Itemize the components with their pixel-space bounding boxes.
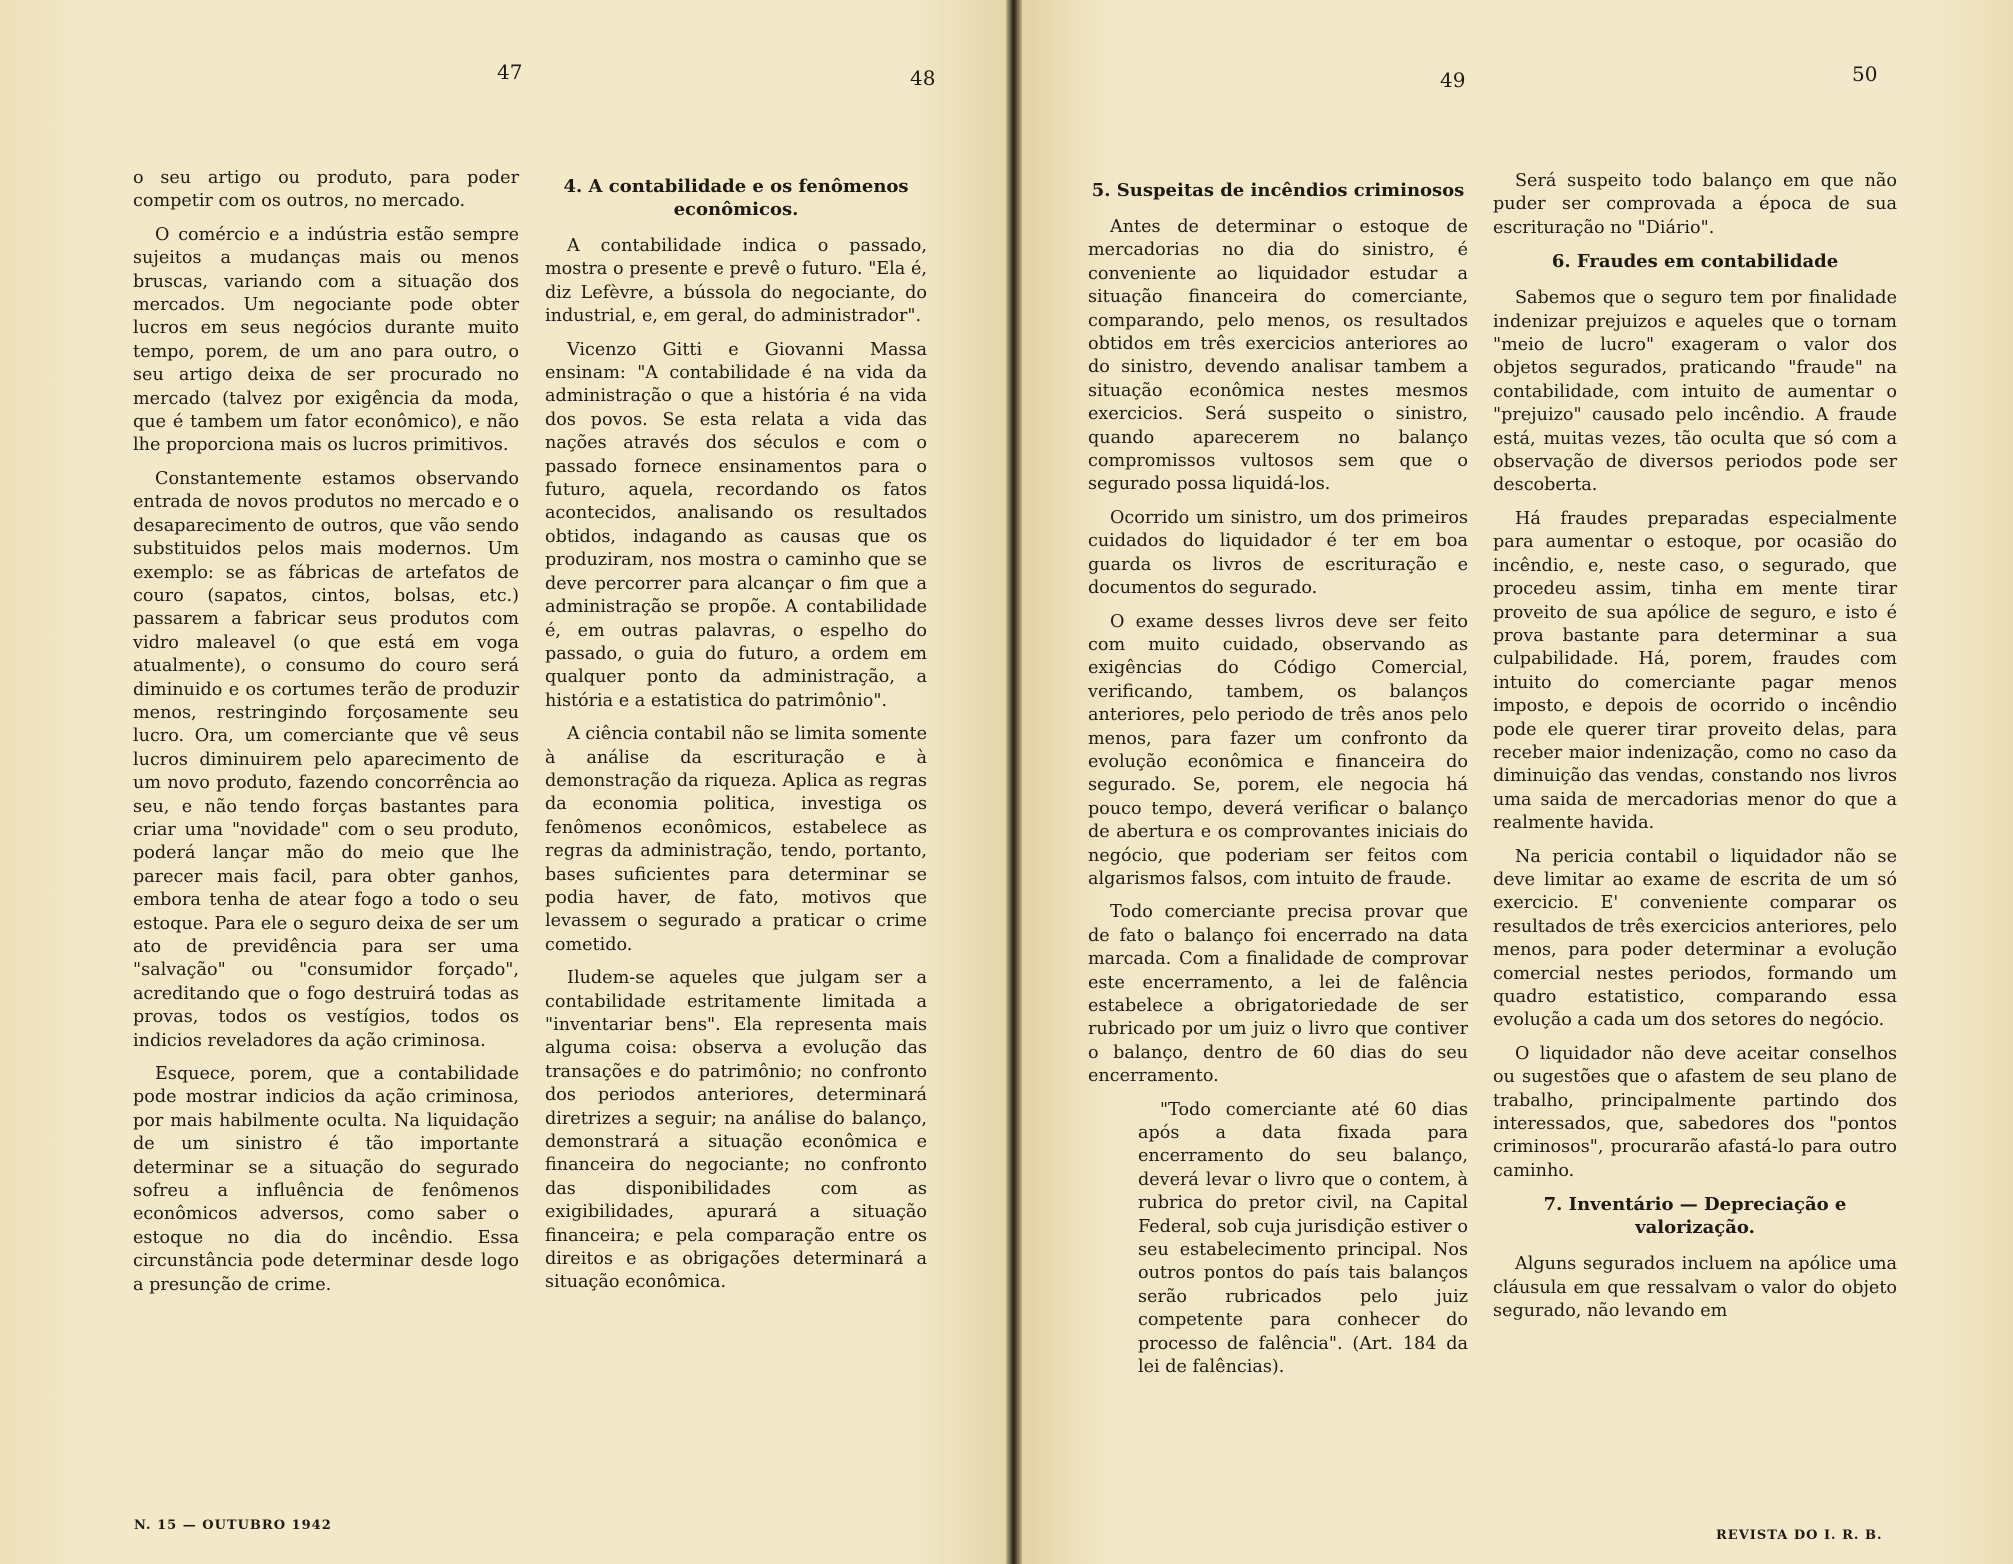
page-number-47: 47: [497, 60, 523, 84]
page-number-48: 48: [910, 66, 936, 90]
paragraph: Alguns segurados incluem na apólice uma cláusula em que ressalvam o valor do objeto segurado, não levando em: [1493, 1254, 1897, 1322]
section-heading-4: 4. A contabilidade e os fenômenos econômicos.: [563, 176, 909, 220]
column-page-49: [1088, 175, 1468, 1390]
page-number-50: 50: [1852, 62, 1878, 86]
paragraph: Há fraudes preparadas especialmente para aumentar o estoque, por ocasião do incêndio, e, neste caso, o segurado, que procedeu assim, tinha em mente tirar proveito de sua apólice de seguro, e isto é prova bastante para determinar a sua culpabilidade. Há, porem, fraudes com intuito do comerciante pagar menos imposto, e depois de ocorrido o incêndio pode ele querer tirar proveito delas, para receber maior indenização, como no caso da diminuição das vendas, constando nos livros uma saida de mercadorias menor do que a realmente havida.: [1493, 508, 1897, 834]
paragraph: O comércio e a indústria estão sempre sujeitos a mudanças mais ou menos bruscas, variando com a situação dos mercados. Um negociante pode obter lucros em seus negócios durante muito tempo, porem, de um ano para outro, o seu artigo deixa de ser procurado no mercado (talvez por exigência da moda, que é tambem um fator econômico), e não lhe proporciona mais os lucros primitivos.: [133, 224, 519, 456]
column-page-48: [545, 171, 927, 1305]
column-page-47: [133, 167, 519, 1307]
paragraph: Antes de determinar o estoque de mercadorias no dia do sinistro, é conveniente ao liquidador estudar a situação financeira do comerciante, comparando, pelo menos, os resultados obtidos em três exercicios anteriores ao do sinistro, devendo analisar tambem a situação econômica nestes mesmos exercicios. Será suspeito o sinistro, quando aparecerem no balanço compromissos vultosos sem que o segurado possa liquidá-los.: [1088, 217, 1468, 495]
section-heading-5: 5. Suspeitas de incêndios criminosos: [1091, 180, 1465, 201]
paragraph: Constantemente estamos observando entrada de novos produtos no mercado e o desaparecimento de outros, que vão sendo substituidos pelos mais modernos. Um exemplo: se as fábricas de artefatos de couro (sapatos, cintos, bolsas, etc.) passarem a fabricar seus produtos com vidro maleavel (o que está em voga atualmente), o consumo do couro será diminuido e os cortumes terão de produzir menos, restringindo forçosamente seu lucro. Ora, um comerciante que vê seus lucros diminuirem pelo aparecimento de um novo produto, fazendo concorrência ao seu, e não tendo forças bastantes para criar uma "novidade" com o seu produto, poderá lançar mão do meio que lhe parecer mais facil, para obter ganhos, embora tenha de atear fogo a todo o seu estoque. Para ele o seguro deixa de ser um ato de previdência para ser uma "salvação" ou "consumidor forçado", acreditando que o fogo destruirá todas as provas, todos os vestígios, todos os indicios reveladores da ação criminosa.: [133, 468, 519, 1051]
page-number-49: 49: [1440, 68, 1466, 92]
section-heading-6: 6. Fraudes em contabilidade: [1551, 251, 1839, 273]
paragraph: Vicenzo Gitti e Giovanni Massa ensinam: "A contabilidade é na vida da administração o que a história é na vida dos povos. Se esta relata a vida das nações através dos séculos e com o passado fornece ensinamentos para o futuro, aquela, recordando os fatos acontecidos, analisando os resultados obtidos, indagando as causas que os produziram, nos mostra o caminho que se deve percorrer para alcançar o fim que a administração se propõe. A contabilidade é, em outras palavras, o espelho do passado, o guia do futuro, a ordem em qualquer ponto da administração, a história e a estatistica do patrimônio".: [545, 339, 927, 711]
footer-journal: REVISTA DO I. R. B.: [1716, 1528, 1883, 1543]
paragraph: A contabilidade indica o passado, mostra o presente e prevê o futuro. "Ela é, diz Lefèvre, a bússola do negociante, do industrial, e, em geral, do administrador".: [545, 236, 927, 327]
paragraph: O liquidador não deve aceitar conselhos ou sugestões que o afastem de seu plano de trabalho, principalmente partindo dos interessados, que, sabedores dos "pontos criminosos", procurarão afastá-lo para outro caminho.: [1493, 1043, 1897, 1181]
paragraph: A ciência contabil não se limita somente à análise da escrituração e à demonstração da riqueza. Aplica as regras da economia politica, investiga os fenômenos econômicos, estabelece as regras da administração, tendo, portanto, bases suficientes para determinar se podia haver, de fato, motivos que levassem o segurado a praticar o crime cometido.: [545, 724, 927, 955]
paragraph: O exame desses livros deve ser feito com muito cuidado, observando as exigências do Código Comercial, verificando, tambem, os balanços anteriores, pelo periodo de três anos pelo menos, para fazer um confronto da evolução econômica e financeira do segurado. Se, porem, ele negocia há pouco tempo, deverá verificar o balanço de abertura e os comprovantes iniciais do negócio, que poderiam ser feitos com algarismos falsos, com intuito de fraude.: [1088, 611, 1468, 889]
paragraph: o seu artigo ou produto, para poder competir com os outros, no mercado.: [133, 168, 519, 212]
paragraph: Na pericia contabil o liquidador não se deve limitar ao exame de escrita de um só exercicio. E' conveniente comparar os resultados de três exercicios anteriores, pelo menos, para poder determinar a evolução comercial nestes periodos, formando um quadro estatistico, comparando essa evolução a cada um dos setores do negócio.: [1493, 846, 1897, 1031]
paragraph: Todo comerciante precisa provar que de fato o balanço foi encerrado na data marcada. Com a finalidade de comprovar este encerramento, a lei de falência estabelece a obrigatoriedade de ser rubricado por um juiz o livro que contiver o balanço, dentro de 60 dias do seu encerramento.: [1088, 902, 1468, 1087]
book-gutter: [1006, 0, 1022, 1564]
law-quote: "Todo comerciante até 60 dias após a data fixada para encerramento do seu balanço, deverá levar o livro que o contem, à rubrica do pretor civil, na Capital Federal, sob cuja jurisdição estiver o seu estabelecimento principal. Nos outros pontos do país tais balanços serão rubricados pelo juiz competente para conhecer do processo de falência". (Art. 184 da lei de falências).: [1138, 1099, 1468, 1378]
footer-issue: N. 15 — OUTUBRO 1942: [134, 1518, 332, 1533]
section-heading-7: 7. Inventário — Depreciação e valorização.: [1543, 1194, 1847, 1239]
paragraph: Sabemos que o seguro tem por finalidade indenizar prejuizos e aqueles que o tornam "meio de lucro" exageram o valor dos objetos segurados, praticando "fraude" na contabilidade, com intuito de aumentar o "prejuizo" causado pelo incêndio. A fraude está, muitas vezes, tão oculta que só com a observação de diversos periodos pode ser descoberta.: [1493, 288, 1897, 496]
paragraph: Iludem-se aqueles que julgam ser a contabilidade estritamente limitada a "inventariar bens". Ela representa mais alguma coisa: observa a evolução das transações e do patrimônio; no confronto dos periodos anteriores, determinará diretrizes a seguir; na análise do balanço, demonstrará a situação econômica e financeira do negociante; no confronto das disponibilidades com as exigibilidades, apurará a situação financeira; e pela comparação entre os direitos e as obrigações determinará a situação econômica.: [545, 968, 927, 1293]
paragraph: Esquece, porem, que a contabilidade pode mostrar indicios da ação criminosa, por mais habilmente oculta. Na liquidação de um sinistro é tão importante determinar se a situação do segurado sofreu a influência de fenômenos econômicos adversos, como saber o estoque no dia do incêndio. Essa circunstância pode determinar desde logo a presunção de crime.: [133, 1064, 519, 1295]
paragraph: Será suspeito todo balanço em que não puder ser comprovada a época de sua escrituração no "Diário".: [1493, 171, 1897, 238]
paragraph: Ocorrido um sinistro, um dos primeiros cuidados do liquidador é ter em boa guarda os livros de escrituração e documentos do segurado.: [1088, 507, 1468, 599]
column-page-50: [1493, 170, 1897, 1333]
